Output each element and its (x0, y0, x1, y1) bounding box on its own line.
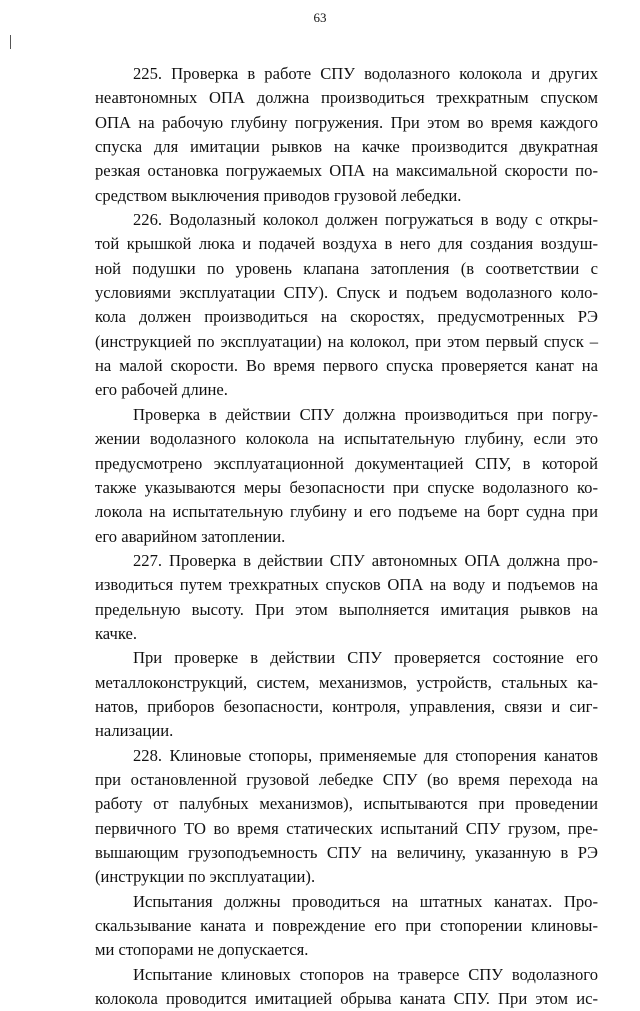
paragraph-line: качке. (95, 623, 138, 643)
paragraph-line: кола должен производиться на скоростях, предусмотренных РЭ (95, 307, 598, 327)
paragraph-line: предусмотрено эксплуатационной документацией СПУ, в которой (95, 453, 598, 473)
paragraph-line: изводиться путем трехкратных спусков ОПА на воду и подъемов на (95, 575, 598, 595)
paragraph-line: первичного ТО во время статических испытаний СПУ грузом, пре- (95, 818, 598, 838)
paragraph-line: нализации. (95, 721, 174, 741)
paragraph-line: его рабочей длине. (95, 380, 228, 400)
paragraph-line: предельную высоту. При этом выполняется имитация рывков на (95, 599, 598, 619)
paragraph-line: средством выключения приводов грузовой лебедки. (95, 185, 462, 205)
paragraph-line: металлоконструкций, систем, механизмов, устройств, стальных ка- (95, 672, 598, 692)
paragraph-line: при остановленной грузовой лебедке СПУ (во время перехода на (95, 769, 598, 789)
paragraph-line: натов, приборов безопасности, контроля, управления, связи и сиг- (95, 696, 598, 716)
paragraph-first-line: Проверка в действии СПУ должна производиться при погру- (133, 404, 598, 424)
paragraph-first-line: 227. Проверка в действии СПУ автономных ОПА должна про- (133, 550, 598, 570)
paragraph-first-line: Испытание клиновых стопоров на траверсе СПУ водолазного (133, 964, 598, 984)
margin-mark (10, 35, 11, 49)
paragraph-first-line: 228. Клиновые стопоры, применяемые для стопорения канатов (133, 745, 598, 765)
paragraph-line: его аварийном затоплении. (95, 526, 286, 546)
paragraph-line: жении водолазного колокола на испытательную глубину, если это (95, 429, 598, 449)
paragraph-line: спуска для имитации рывков на качке производится двукратная (95, 137, 598, 157)
paragraph-line: на малой скорости. Во время первого спуска проверяется канат на (95, 356, 598, 376)
paragraph-line: условиями эксплуатации СПУ). Спуск и подъем водолазного коло- (95, 283, 598, 303)
paragraph-line: скальзывание каната и повреждение его при стопорении клиновы- (95, 916, 598, 936)
paragraph-line: ОПА на рабочую глубину погружения. При этом во время каждого (95, 112, 598, 132)
paragraph-line: работу от палубных механизмов), испытываются при проведении (95, 794, 598, 814)
body-text (95, 62, 598, 1011)
paragraph-line: той крышкой люка и подачей воздуха в него для создания воздуш- (95, 234, 598, 254)
paragraph-line: ной подушки по уровень клапана затопления (в соответствии с (95, 258, 598, 278)
paragraph-line: резкая остановка погружаемых ОПА на максимальной скорости по- (95, 161, 598, 181)
paragraph-line: локола на испытательную глубину и его подъеме на борт судна при (95, 502, 598, 522)
paragraph-line: (инструкции по эксплуатации). (95, 867, 316, 887)
paragraph-first-line: 225. Проверка в работе СПУ водолазного колокола и других (133, 64, 598, 83)
paragraph-line: колокола проводится имитацией обрыва каната СПУ. При этом ис- (95, 989, 598, 1009)
paragraph-first-line: Испытания должны проводиться на штатных канатах. Про- (133, 891, 598, 911)
paragraph-line: неавтономных ОПА должна производиться трехкратным спуском (95, 88, 598, 108)
page-number: 63 (313, 10, 327, 25)
paragraph-line: (инструкцией по эксплуатации) на колокол, при этом первый спуск – (95, 331, 598, 351)
paragraph-line: вышающим грузоподъемность СПУ на величину, указанную в РЭ (95, 843, 598, 862)
paragraph-line: также указываются меры безопасности при спуске водолазного ко- (95, 477, 598, 497)
paragraph-first-line: При проверке в действии СПУ проверяется состояние его (133, 648, 598, 668)
paragraph-first-line: 226. Водолазный колокол должен погружаться в воду с откры- (133, 210, 598, 230)
paragraph-line: ми стопорами не допускается. (95, 940, 309, 960)
